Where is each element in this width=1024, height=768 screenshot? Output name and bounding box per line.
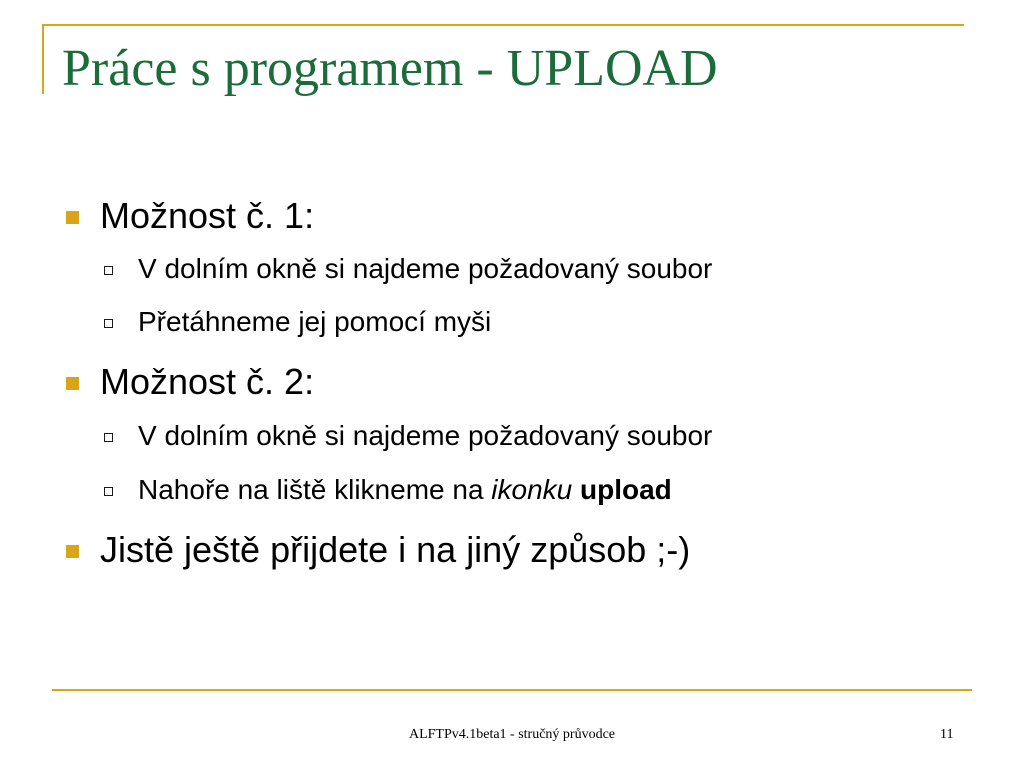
square-bullet-icon <box>66 211 79 224</box>
bullet-item-option-2 <box>66 360 315 404</box>
bullet-item-option-1 <box>66 194 315 238</box>
sub-bullet-text-italic: ikonku <box>491 474 573 505</box>
sub-bullet-text <box>138 474 672 505</box>
hollow-square-bullet-icon <box>104 319 113 328</box>
sub-bullet-text: V dolním okně si najdeme požadovaný soubor <box>138 253 713 284</box>
sub-bullet-item <box>104 304 492 340</box>
bullet-text: Možnost č. 1: <box>100 195 315 236</box>
bullet-text: Jistě ještě přijdete i na jiný způsob ;-) <box>100 529 691 570</box>
hollow-square-bullet-icon <box>104 266 113 275</box>
sub-bullet-item <box>104 418 713 454</box>
slide-title: Práce s programem - UPLOAD <box>62 40 718 97</box>
sub-bullet-item <box>104 251 713 287</box>
sub-bullet-text: Přetáhneme jej pomocí myši <box>138 306 492 337</box>
footer-divider <box>52 689 972 691</box>
bullet-item-other-way <box>66 528 691 572</box>
page-number: 11 <box>940 727 954 742</box>
square-bullet-icon <box>66 377 79 390</box>
sub-bullet-text: V dolním okně si najdeme požadovaný soubor <box>138 420 713 451</box>
bullet-text: Možnost č. 2: <box>100 361 315 402</box>
sub-bullet-text-plain: Nahoře na liště klikneme na <box>138 474 492 505</box>
sub-bullet-item <box>104 472 672 508</box>
square-bullet-icon <box>66 545 79 558</box>
hollow-square-bullet-icon <box>104 487 113 496</box>
hollow-square-bullet-icon <box>104 433 113 442</box>
sub-bullet-text-bold: upload <box>580 474 672 505</box>
footer-text: ALFTPv4.1beta1 - stručný průvodce <box>408 727 616 742</box>
